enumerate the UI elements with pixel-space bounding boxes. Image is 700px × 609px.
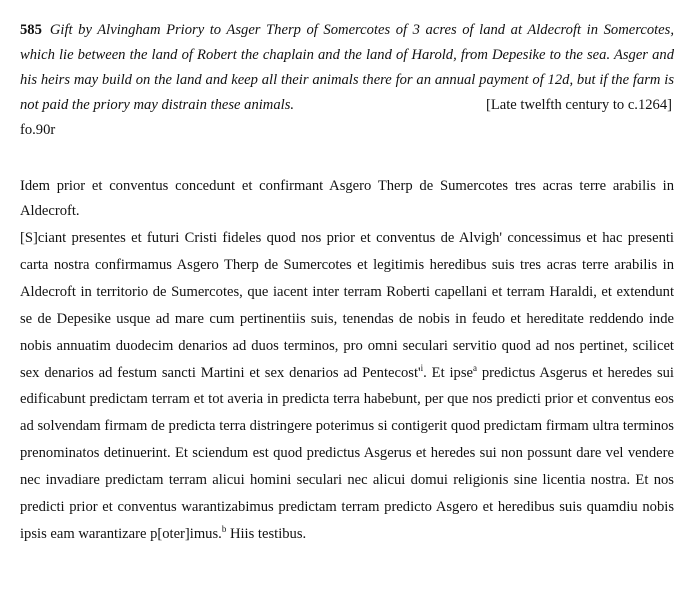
spacer: [20, 143, 674, 174]
entry-date: [Late twelfth century to c.1264]: [486, 97, 672, 113]
latin-summary: Idem prior et conventus concedunt et confirmant Asgero Therp de Sumercotes tres acras terre arabilis in Aldecroft.: [20, 178, 674, 219]
charter-text-part: Hiis testibus.: [226, 525, 307, 542]
footnote-marker: i: [420, 362, 424, 373]
entry-heading: [20, 18, 674, 118]
charter-text-part: . Et ipse: [423, 364, 473, 381]
entry-number: 585: [20, 22, 42, 38]
footnote-marker: b: [221, 524, 227, 535]
charter-text-part: [S]ciant presentes et futuri Cristi fideles quod nos prior et conventus de Alvigh' concessimus et hac presenti carta nostra confirmamus Asgero Therp de Sumercotes et legitimis heredibus suis tres acras terre arabilis in Aldecroft in territorio de Sumercotes, que iacent inter terram Roberti capellani et terram Haraldi, et extendunt se de Depesike usque ad mare cum pertinentiis suis, tenendas de nobis in feudo et hereditate reddendo inde nobis annuatim duodecim denarios ad duos terminos, pro omni seculari servitio quod ad nos pertinet, scilicet sex denarios ad festum sancti Martini et sex denarios ad Pentecost': [20, 230, 674, 381]
footnote-marker: a: [473, 362, 477, 373]
charter-text-part: predictus Asgerus et heredes sui edificabunt predictam terram et tot averia in predicta terra habebunt, per que nos predicti prior et conventus eos ad solvendam firmam de predicta terra distringere poterimus si contigerit quod predictam firmam ultra terminos prenominatos detinuerint. Et sciendum est quod predictus Asgerus et heredes sui non possunt dare vel vendere nec invadiare predictam terram alicui homini seculari nec alicui domui religionis sine licentia nostra. Et nos predicti prior et conventus warantizabimus predictam terram predicto Asgero et heredibus suis quamdiu nobis ipsis eam warantizare p[oter]imus.: [20, 364, 674, 542]
entry-heading-text: Gift by Alvingham Priory to Asger Therp of Somercotes of 3 acres of land at Aldecroft in Somercotes, which lie between the land of Robert the chaplain and the land of Harold, from Depesike to the sea. Asger and his heirs may build on the land and keep all their animals there for an annual payment of 12d, but if the farm is not paid the priory may distrain these animals.: [20, 22, 674, 113]
folio-reference: fo.90r: [20, 122, 56, 138]
charter-text: [20, 225, 674, 548]
document-page: [20, 18, 674, 548]
